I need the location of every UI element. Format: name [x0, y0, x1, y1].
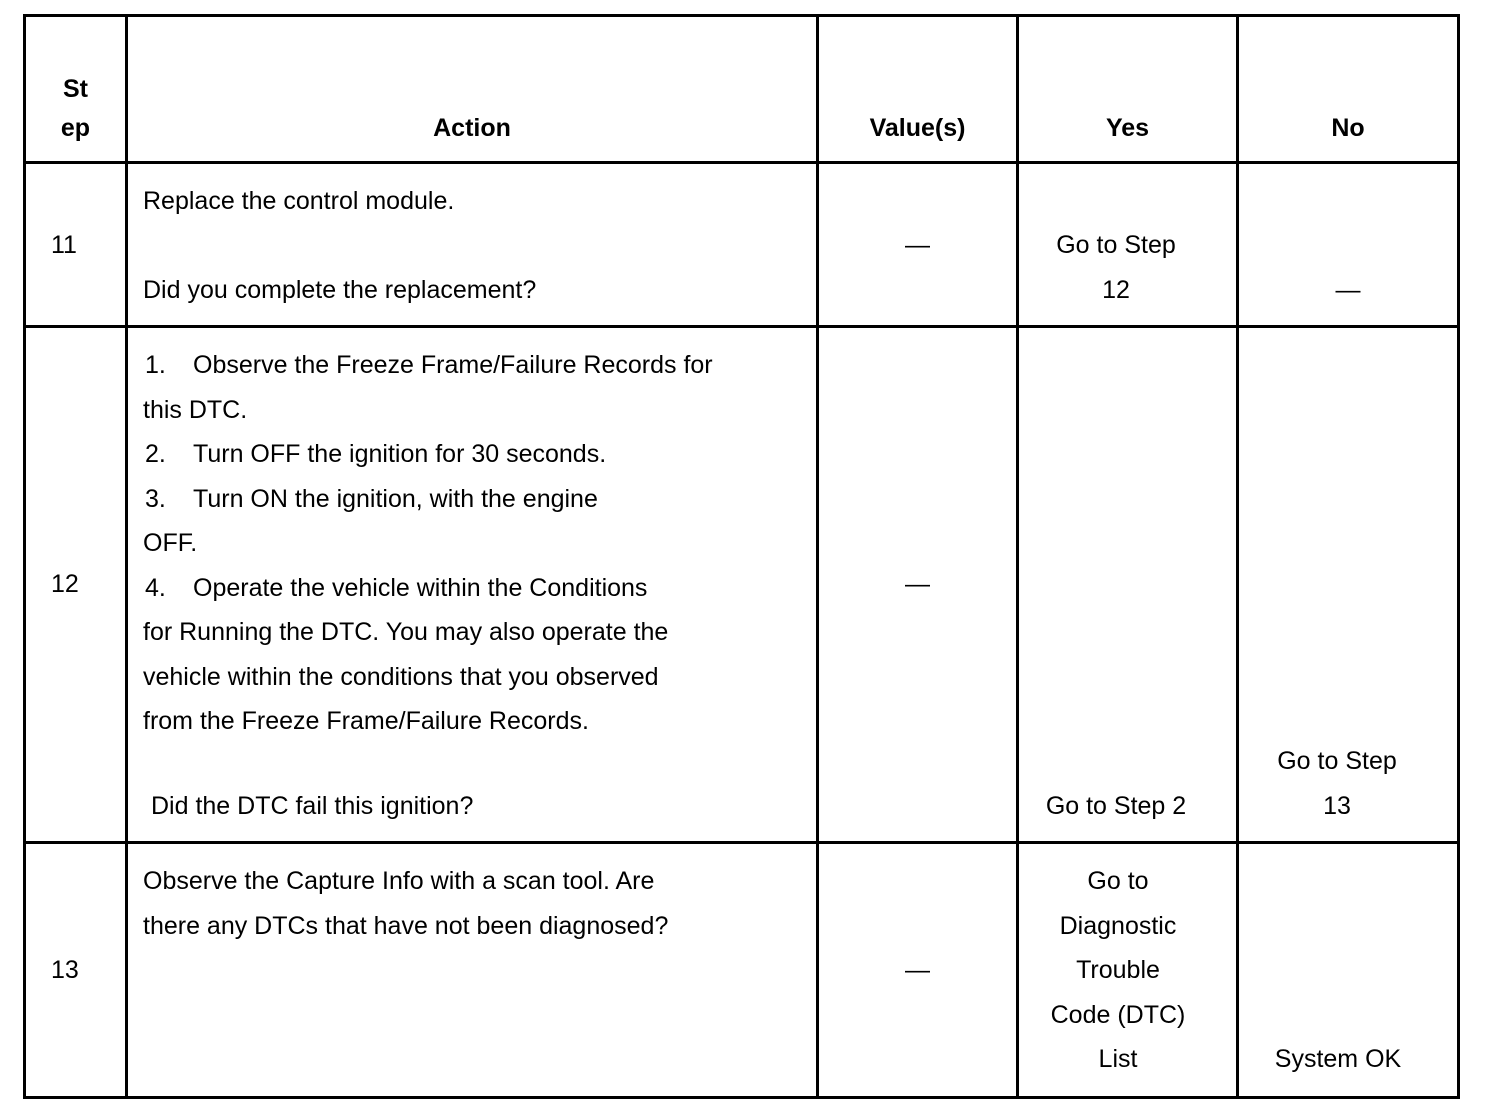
header-values: Value(s) — [869, 114, 966, 142]
header-no: No — [1331, 114, 1365, 142]
header-step — [26, 70, 125, 148]
row12-no — [1239, 739, 1435, 828]
row12-value: — — [905, 570, 930, 598]
rule-row11-bottom — [23, 325, 1460, 328]
row12-action-question: Did the DTC fail this ignition? — [151, 792, 474, 820]
row12-yes: Go to Step 2 — [1045, 792, 1187, 820]
row13-yes-line: Code (DTC) — [1050, 1000, 1186, 1029]
row11-value: — — [905, 231, 930, 259]
row12-no-line2: 13 — [1323, 791, 1351, 820]
rule-header-bottom — [23, 161, 1460, 164]
row13-no: System OK — [1274, 1045, 1402, 1073]
header-yes: Yes — [1105, 114, 1150, 142]
row13-value: — — [905, 956, 930, 984]
list-item — [143, 477, 813, 522]
list-item-text: Operate the vehicle within the Conditions — [193, 573, 648, 602]
row12-action-list — [143, 343, 813, 744]
list-item-number: 4. — [145, 573, 166, 602]
row13-yes — [1019, 859, 1217, 1082]
list-item-number: 2. — [145, 440, 166, 468]
list-item-continuation: OFF. — [143, 529, 198, 557]
row13-step: 13 — [51, 956, 79, 984]
row13-action-line1: Observe the Capture Info with a scan tool. Are — [143, 867, 655, 895]
row12-no-line1: Go to Step — [1277, 747, 1397, 775]
rule-left — [23, 14, 26, 1099]
list-item-continuation: this DTC. — [143, 395, 248, 424]
list-item-number: 1. — [145, 351, 166, 379]
row11-yes — [1019, 223, 1213, 312]
row11-yes-line2: 12 — [1102, 275, 1130, 304]
row13-yes-line: Diagnostic — [1059, 911, 1177, 940]
row13-action-text — [143, 859, 668, 948]
row11-action-text: Replace the control module. — [143, 187, 455, 215]
row11-action-question: Did you complete the replacement? — [143, 276, 537, 304]
rule-bottom — [23, 1096, 1460, 1099]
list-item — [143, 566, 813, 611]
list-item-continuation: for Running the DTC. You may also operate the — [143, 618, 669, 646]
rule-top — [23, 14, 1460, 17]
rule-yes-no — [1236, 14, 1239, 1099]
rule-row12-bottom — [23, 841, 1460, 844]
list-item-continuation: from the Freeze Frame/Failure Records. — [143, 707, 589, 735]
row13-yes-line: List — [1098, 1045, 1138, 1073]
row12-step: 12 — [51, 570, 79, 598]
list-item-number: 3. — [145, 484, 166, 513]
header-action: Action — [433, 114, 511, 142]
list-item-text: Turn ON the ignition, with the engine — [193, 484, 598, 513]
diagnostic-table — [23, 14, 1460, 1099]
header-step-line2: ep — [60, 114, 91, 142]
rule-step-action — [125, 14, 128, 1099]
list-item-continuation: vehicle within the conditions that you observed — [143, 662, 659, 691]
header-step-line1: St — [63, 75, 88, 103]
rule-right — [1457, 14, 1460, 1099]
row11-no: — — [1335, 276, 1361, 304]
rule-action-values — [816, 14, 819, 1099]
list-item-text: Turn OFF the ignition for 30 seconds. — [193, 440, 607, 468]
list-item — [143, 432, 813, 477]
row13-yes-line: Go to — [1087, 867, 1149, 895]
row11-yes-line1: Go to Step — [1056, 231, 1176, 259]
list-item-text: Observe the Freeze Frame/Failure Records for — [193, 351, 713, 379]
row13-action-line2: there any DTCs that have not been diagnosed? — [143, 911, 669, 940]
row11-step: 11 — [51, 231, 77, 259]
row13-yes-line: Trouble — [1076, 956, 1160, 984]
list-item — [143, 343, 813, 388]
